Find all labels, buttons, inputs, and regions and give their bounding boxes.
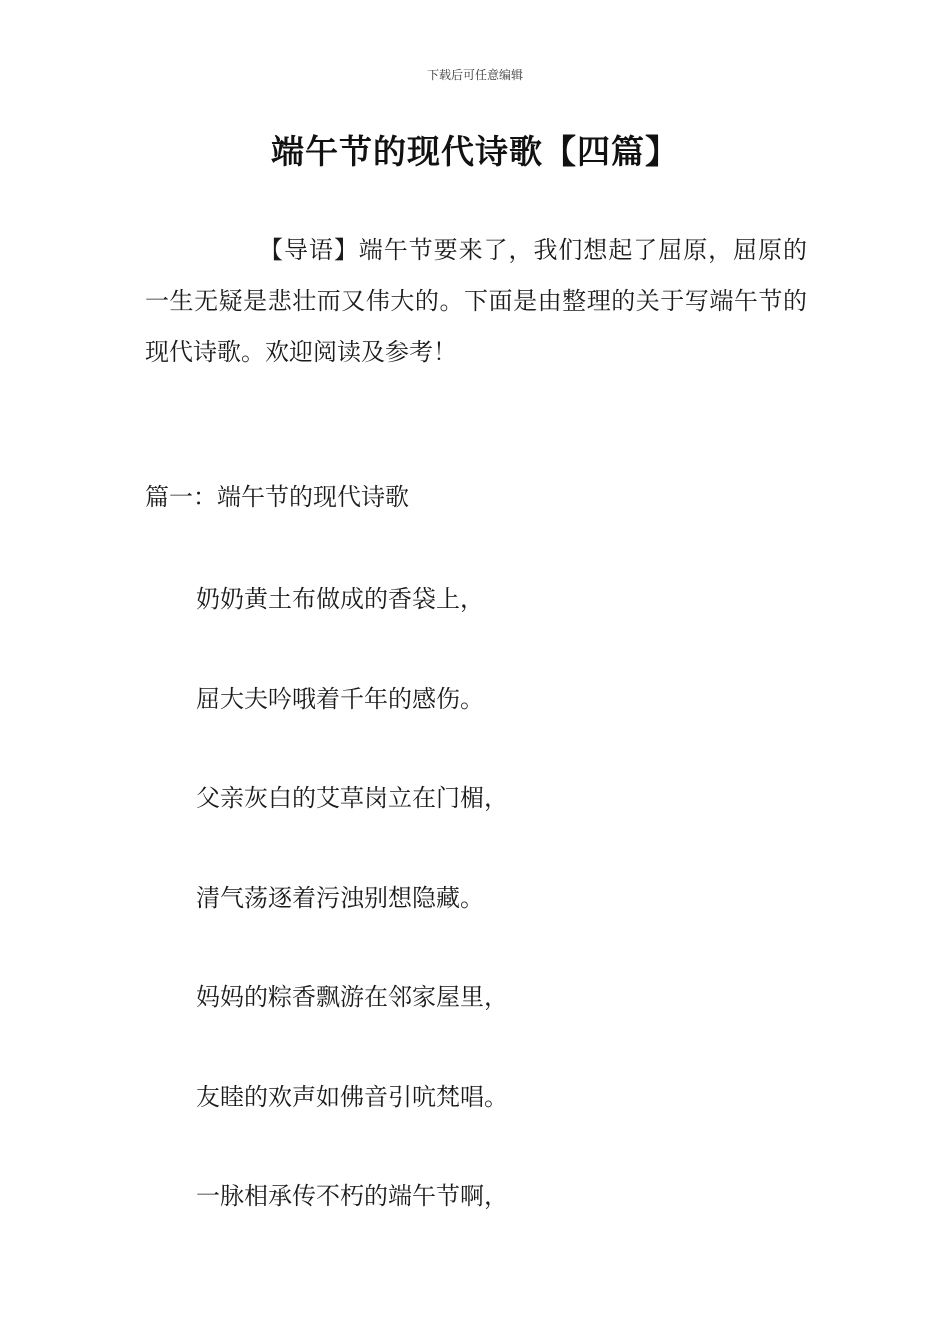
section-heading: 篇一：端午节的现代诗歌 <box>145 483 409 511</box>
document-title: 端午节的现代诗歌【四篇】 <box>271 132 679 171</box>
header-note: 下载后可任意编辑 <box>426 68 523 82</box>
poem-line: 父亲灰白的艾草岗立在门楣， <box>196 784 508 812</box>
poem-line: 奶奶黄土布做成的香袋上， <box>196 585 484 613</box>
poem-line: 一脉相承传不朽的端午节啊， <box>196 1182 508 1210</box>
poem <box>196 575 508 1272</box>
poem-line: 清气荡逐着污浊别想隐藏。 <box>196 883 484 912</box>
poem-line: 屈大夫吟哦着千年的感伤。 <box>196 684 484 713</box>
poem-line: 友睦的欢声如佛音引吭梵唱。 <box>196 1082 508 1111</box>
intro-paragraph: 【导语】端午节要来了，我们想起了屈原，屈原的一生无疑是悲壮而又伟大的。下面是由整理的关于写端午节的现代诗歌。欢迎阅读及参考！ <box>145 236 807 366</box>
poem-line: 妈妈的粽香飘游在邻家屋里， <box>196 983 508 1011</box>
